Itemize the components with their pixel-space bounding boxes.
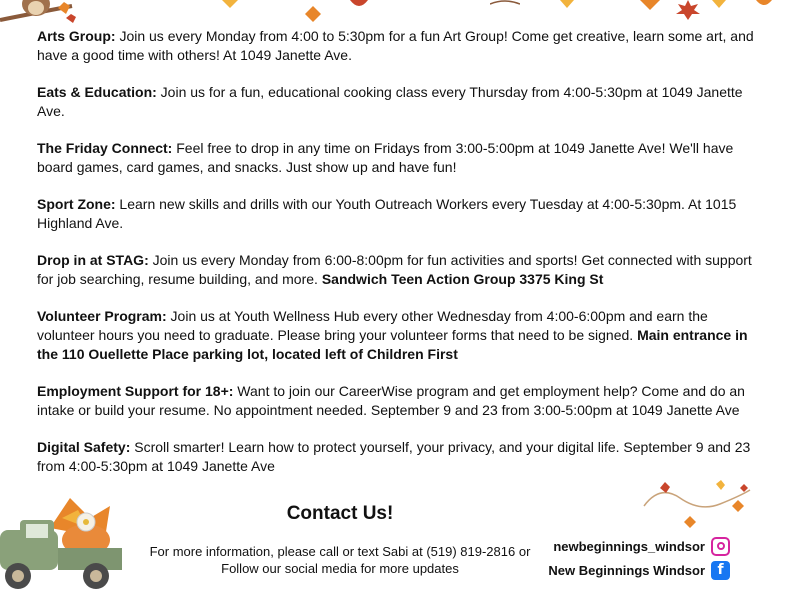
leaf-icon bbox=[305, 6, 321, 22]
instagram-handle[interactable]: newbeginnings_windsor bbox=[553, 538, 705, 554]
leaf-swirl-decoration bbox=[640, 478, 752, 530]
program-name: Arts Group: bbox=[37, 28, 116, 44]
leaf-icon bbox=[756, 0, 772, 8]
contact-line: For more information, please call or text Sabi at (519) 819-2816 or bbox=[149, 544, 531, 559]
program-description: Learn new skills and drills with our Youth Outreach Workers every Tuesday at 4:00-5:30pm. At 1015 Highland Ave. bbox=[37, 196, 737, 231]
program-name: Digital Safety: bbox=[37, 439, 131, 455]
program-description: Scroll smarter! Learn how to protect yourself, your privacy, and your digital life. September 9 and 23 from 4:00-5:30pm at 1049 Janette Ave bbox=[37, 439, 751, 474]
program-description: Feel free to drop in any time on Fridays from 3:00-5:00pm at 1049 Janette Ave! We'll have board games, card games, and snacks. Just show up and have fun! bbox=[37, 140, 734, 175]
facebook-link[interactable] bbox=[540, 559, 730, 581]
program-description: Join us every Monday from 6:00-8:00pm for fun activities and sports! Get connected with support for job searching, resume building, and more. bbox=[37, 252, 752, 287]
leaf-icon bbox=[712, 0, 726, 8]
leaf-icon bbox=[220, 0, 240, 10]
contact-title: Contact Us! bbox=[286, 503, 394, 524]
program-drop-in-stag bbox=[37, 251, 757, 289]
social-links bbox=[540, 535, 730, 583]
program-eats-education bbox=[37, 83, 757, 121]
instagram-icon[interactable] bbox=[711, 537, 730, 556]
facebook-handle[interactable]: New Beginnings Windsor bbox=[548, 562, 705, 578]
program-description: Want to join our CareerWise program and get employment help? Come and do an intake or build your resume. No appointment needed. September 9 and 23 from 3:00-5:00pm at 1049 Janette Ave bbox=[37, 383, 745, 418]
contact-line: Follow our social media for more updates bbox=[221, 561, 459, 576]
contact-info bbox=[140, 543, 540, 577]
leaf-icon bbox=[350, 0, 368, 10]
leaf-icon bbox=[560, 0, 574, 8]
program-sport-zone bbox=[37, 195, 757, 233]
program-digital-safety bbox=[37, 438, 757, 476]
program-friday-connect bbox=[37, 139, 757, 177]
program-name: Employment Support for 18+: bbox=[37, 383, 234, 399]
program-volunteer bbox=[37, 307, 757, 364]
program-location-note: Sandwich Teen Action Group 3375 King St bbox=[321, 271, 604, 287]
program-list bbox=[37, 27, 757, 494]
program-name: Drop in at STAG: bbox=[37, 252, 149, 268]
owl-branch-decoration bbox=[0, 0, 80, 30]
program-description: Join us at Youth Wellness Hub every other Wednesday from 4:00-6:00pm and earn the volunteer hours you need to graduate. Please bring your volunteer forms that need to be signed. bbox=[37, 308, 708, 343]
facebook-icon[interactable]: f bbox=[711, 561, 730, 580]
program-description: Join us every Monday from 4:00 to 5:30pm for a fun Art Group! Come get creative, learn some art, and have a good time with others! At 1049 Janette Ave. bbox=[37, 28, 754, 63]
program-name: Volunteer Program: bbox=[37, 308, 167, 324]
maple-leaf-icon bbox=[676, 0, 700, 20]
truck-pumpkin-illustration bbox=[0, 488, 130, 600]
program-name: The Friday Connect: bbox=[37, 140, 173, 156]
leaf-icon bbox=[490, 0, 520, 8]
program-description: Join us for a fun, educational cooking class every Thursday from 4:00-5:30pm at 1049 Janette Ave. bbox=[37, 84, 743, 119]
program-name: Eats & Education: bbox=[37, 84, 157, 100]
program-employment-support bbox=[37, 382, 757, 420]
program-name: Sport Zone: bbox=[37, 196, 116, 212]
program-arts-group bbox=[37, 27, 757, 65]
program-location-note: Main entrance in the 110 Ouellette Place parking lot, located left of Children First bbox=[37, 327, 748, 362]
instagram-link[interactable] bbox=[540, 535, 730, 557]
leaf-icon bbox=[640, 0, 660, 10]
